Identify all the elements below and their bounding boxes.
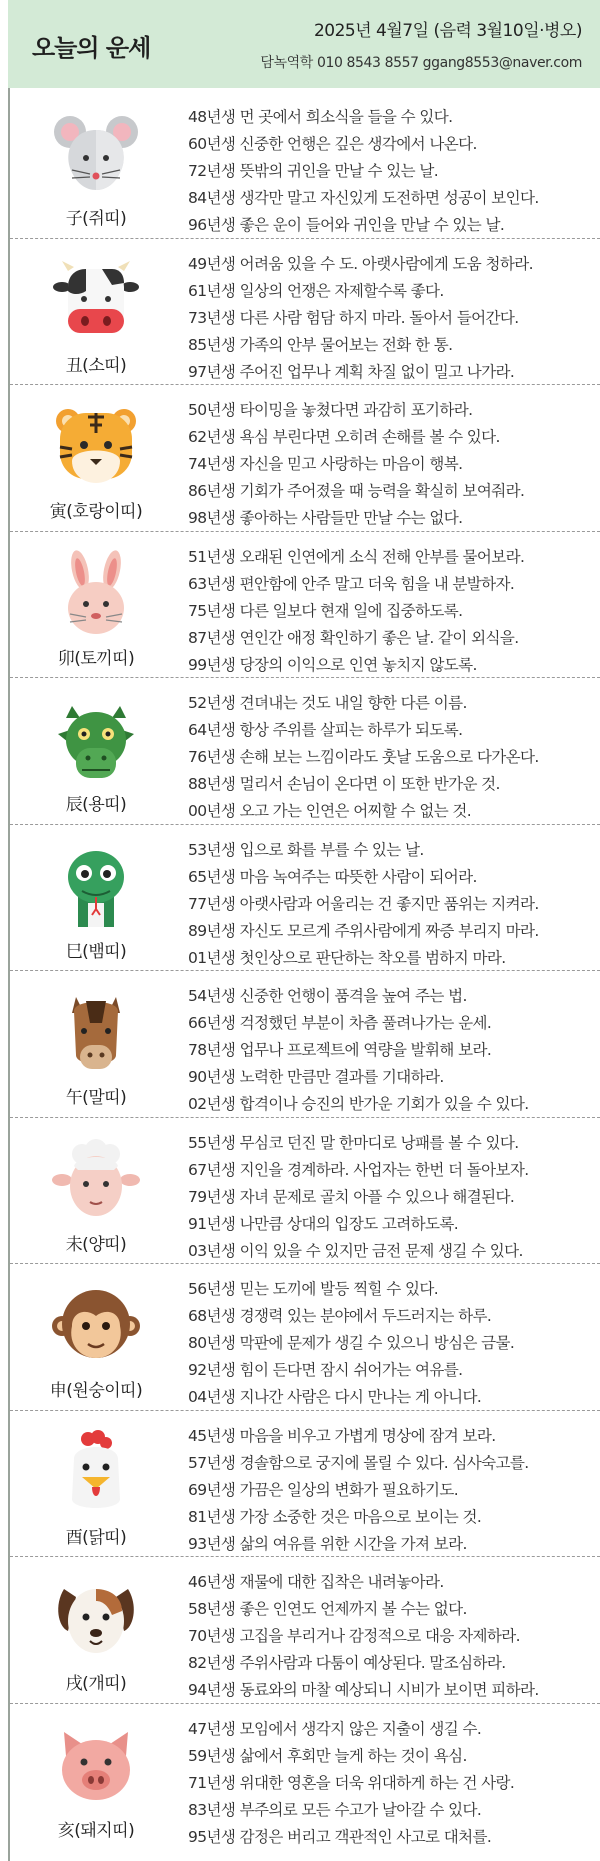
fortune-line: 58년생 좋은 인연도 언제까지 볼 수는 없다. [188, 1600, 467, 1618]
fortune-line: 89년생 자신도 모르게 주위사람에게 짜증 부리지 마라. [188, 921, 539, 940]
fortune-line: 45년생 마음을 비우고 가볍게 명상에 잠겨 보라. [188, 1426, 496, 1445]
fortune-line: 04년생 지나간 사람은 다시 만나는 게 아니다. [188, 1388, 482, 1406]
animal-label: 子(쥐띠) [65, 209, 127, 229]
zodiac-entry-tiger [10, 385, 600, 532]
fortune-lines [188, 983, 598, 1118]
fortune-line: 57년생 경솔함으로 궁지에 몰릴 수 있다. 심사숙고를. [188, 1453, 529, 1472]
fortune-line: 97년생 주어진 업무나 계획 차질 없이 밀고 나가라. [188, 362, 515, 381]
zodiac-list [10, 92, 600, 1850]
animal-label: 申(원숭이띠) [49, 1381, 143, 1401]
fortune-line: 61년생 일상의 언쟁은 자제할수록 좋다. [188, 281, 444, 300]
animal-label: 卯(토끼띠) [57, 648, 135, 669]
fortune-line: 79년생 자녀 문제로 골치 아플 수 있으나 해결된다. [188, 1187, 515, 1206]
fortune-line: 50년생 타이밍을 놓쳤다면 과감히 포기하라. [188, 401, 473, 419]
fortune-line: 71년생 위대한 영혼을 더욱 위대하게 하는 건 사랑. [188, 1773, 515, 1792]
fortune-line: 88년생 멀리서 손님이 온다면 이 또한 반가운 것. [188, 775, 500, 793]
fortune-line: 46년생 재물에 대한 집착은 내려놓아라. [188, 1573, 444, 1591]
fortune-line: 47년생 모임에서 생각지 않은 지출이 생길 수. [188, 1719, 482, 1738]
fortune-line: 66년생 걱정했던 부분이 차츰 풀려나가는 운세. [188, 1014, 492, 1032]
fortune-lines [188, 544, 598, 679]
fortune-line: 91년생 나만큼 상대의 입장도 고려하도록. [188, 1214, 459, 1233]
fortune-line: 03년생 이익 있을 수 있지만 금전 문제 생길 수 있다. [188, 1241, 523, 1260]
tiger-icon [52, 403, 140, 491]
rat-icon [52, 110, 140, 198]
fortune-lines [188, 837, 598, 972]
fortune-line: 74년생 자신을 믿고 사랑하는 마음이 행복. [188, 455, 463, 473]
date-line: 2025년 4월7일 (음력 3월10일·병오) [313, 21, 582, 41]
fortune-line: 65년생 마음 녹여주는 따뜻한 사람이 되어라. [188, 867, 477, 886]
monkey-icon [52, 1282, 140, 1370]
fortune-line: 69년생 가끔은 일상의 변화가 필요하기도. [188, 1480, 459, 1499]
ox-icon [52, 257, 140, 345]
fortune-lines [188, 690, 598, 825]
zodiac-entry-snake [10, 825, 600, 972]
dog-icon [52, 1575, 140, 1663]
header-bar [8, 0, 600, 88]
pig-icon [52, 1722, 140, 1810]
fortune-line: 53년생 입으로 화를 부를 수 있는 날. [188, 840, 424, 859]
fortune-line: 62년생 욕심 부린다면 오히려 손해를 볼 수 있다. [188, 428, 500, 446]
fortune-line: 90년생 노력한 만큼만 결과를 기대하라. [188, 1068, 444, 1086]
fortune-line: 59년생 삶에서 후회만 늘게 하는 것이 욕심. [188, 1746, 467, 1765]
fortune-line: 48년생 먼 곳에서 희소식을 들을 수 있다. [188, 108, 453, 126]
fortune-line: 78년생 업무나 프로젝트에 역량을 발휘해 보라. [188, 1041, 492, 1059]
sheep-icon [52, 1136, 140, 1224]
fortune-lines [188, 104, 598, 239]
zodiac-entry-ox [10, 239, 600, 386]
animal-label: 寅(호랑이띠) [49, 502, 143, 522]
dragon-icon [52, 696, 140, 784]
horse-icon [52, 989, 140, 1077]
fortune-line: 55년생 무심코 던진 말 한마디로 낭패를 볼 수 있다. [188, 1133, 519, 1152]
fortune-line: 02년생 합격이나 승진의 반가운 기회가 있을 수 있다. [188, 1095, 529, 1113]
fortune-line: 54년생 신중한 언행이 품격을 높여 주는 법. [188, 987, 467, 1005]
fortune-line: 87년생 연인간 애정 확인하기 좋은 날. 같이 외식을. [188, 628, 519, 647]
fortune-line: 99년생 당장의 이익으로 인연 놓치지 않도록. [188, 655, 477, 674]
zodiac-entry-pig [10, 1704, 600, 1851]
fortune-line: 70년생 고집을 부리거나 감정적으로 대응 자제하라. [188, 1627, 520, 1645]
fortune-line: 51년생 오래된 인연에게 소식 전해 안부를 물어보라. [188, 547, 525, 566]
fortune-line: 68년생 경쟁력 있는 분야에서 두드러지는 하루. [188, 1307, 492, 1325]
fortune-lines [188, 1569, 598, 1704]
zodiac-entry-rat [10, 92, 600, 239]
zodiac-entry-rabbit [10, 532, 600, 679]
animal-label: 午(말띠) [65, 1088, 127, 1108]
contact-line: 담녹역학 010 8543 8557 ggang8553@naver.com [260, 55, 582, 71]
fortune-lines [188, 1130, 598, 1265]
snake-icon [52, 843, 140, 931]
fortune-line: 96년생 좋은 운이 들어와 귀인을 만날 수 있는 날. [188, 216, 505, 234]
fortune-line: 98년생 좋아하는 사람들만 만날 수는 없다. [188, 509, 463, 527]
animal-label: 巳(뱀띠) [65, 941, 127, 962]
animal-label: 亥(돼지띠) [57, 1820, 135, 1841]
fortune-line: 95년생 감정은 버리고 객관적인 사고로 대처를. [188, 1827, 492, 1846]
fortune-line: 64년생 항상 주위를 살피는 하루가 되도록. [188, 721, 463, 739]
animal-label: 戌(개띠) [65, 1674, 127, 1694]
fortune-line: 77년생 아랫사람과 어울리는 건 좋지만 품위는 지켜라. [188, 894, 539, 913]
zodiac-entry-horse [10, 971, 600, 1118]
fortune-lines [188, 1716, 598, 1851]
fortune-line: 76년생 손해 보는 느낌이라도 훗날 도움으로 다가온다. [188, 748, 539, 766]
fortune-line: 00년생 오고 가는 인연은 어찌할 수 없는 것. [188, 802, 472, 820]
animal-label: 丑(소띠) [65, 355, 127, 376]
page-title: 오늘의 운세 [32, 34, 151, 62]
fortune-line: 63년생 편안함에 안주 말고 더욱 힘을 내 분발하자. [188, 574, 515, 593]
fortune-line: 81년생 가장 소중한 것은 마음으로 보이는 것. [188, 1507, 482, 1526]
fortune-lines [188, 251, 598, 386]
animal-label: 酉(닭띠) [65, 1527, 127, 1548]
fortune-lines [188, 1276, 598, 1411]
animal-label: 辰(용띠) [65, 795, 127, 815]
fortune-line: 56년생 믿는 도끼에 발등 찍힐 수 있다. [188, 1280, 439, 1298]
fortune-line: 52년생 견뎌내는 것도 내일 향한 다른 이름. [188, 694, 467, 712]
zodiac-entry-monkey [10, 1264, 600, 1411]
fortune-line: 49년생 어려움 있을 수 도. 아랫사람에게 도움 청하라. [188, 254, 533, 273]
fortune-line: 72년생 뜻밖의 귀인을 만날 수 있는 날. [188, 162, 439, 180]
animal-label: 未(양띠) [65, 1234, 127, 1255]
fortune-line: 92년생 힘이 든다면 잠시 쉬어가는 여유를. [188, 1361, 463, 1379]
fortune-line: 73년생 다른 사람 험담 하지 마라. 돌아서 들어간다. [188, 308, 519, 327]
rabbit-icon [52, 550, 140, 638]
fortune-lines [188, 397, 598, 532]
fortune-line: 67년생 지인을 경계하라. 사업자는 한번 더 돌아보자. [188, 1160, 529, 1179]
zodiac-entry-rooster [10, 1411, 600, 1558]
fortune-line: 93년생 삶의 여유를 위한 시간을 가져 보라. [188, 1534, 467, 1553]
fortune-line: 94년생 동료와의 마찰 예상되니 시비가 보이면 피하라. [188, 1681, 539, 1699]
fortune-line: 60년생 신중한 언행은 깊은 생각에서 나온다. [188, 135, 477, 153]
fortune-line: 85년생 가족의 안부 물어보는 전화 한 통. [188, 335, 453, 354]
zodiac-entry-dragon [10, 678, 600, 825]
fortune-lines [188, 1423, 598, 1558]
fortune-line: 82년생 주위사람과 다툼이 예상된다. 말조심하라. [188, 1654, 506, 1672]
rooster-icon [52, 1429, 140, 1517]
fortune-line: 84년생 생각만 말고 자신있게 도전하면 성공이 보인다. [188, 189, 539, 207]
zodiac-entry-dog [10, 1557, 600, 1704]
fortune-line: 80년생 막판에 문제가 생길 수 있으니 방심은 금물. [188, 1334, 515, 1352]
fortune-line: 83년생 부주의로 모든 수고가 날아갈 수 있다. [188, 1800, 482, 1819]
fortune-line: 75년생 다른 일보다 현재 일에 집중하도록. [188, 601, 463, 620]
fortune-line: 01년생 첫인상으로 판단하는 착오를 범하지 마라. [188, 948, 506, 967]
fortune-line: 86년생 기회가 주어졌을 때 능력을 확실히 보여줘라. [188, 482, 525, 500]
zodiac-entry-sheep [10, 1118, 600, 1265]
